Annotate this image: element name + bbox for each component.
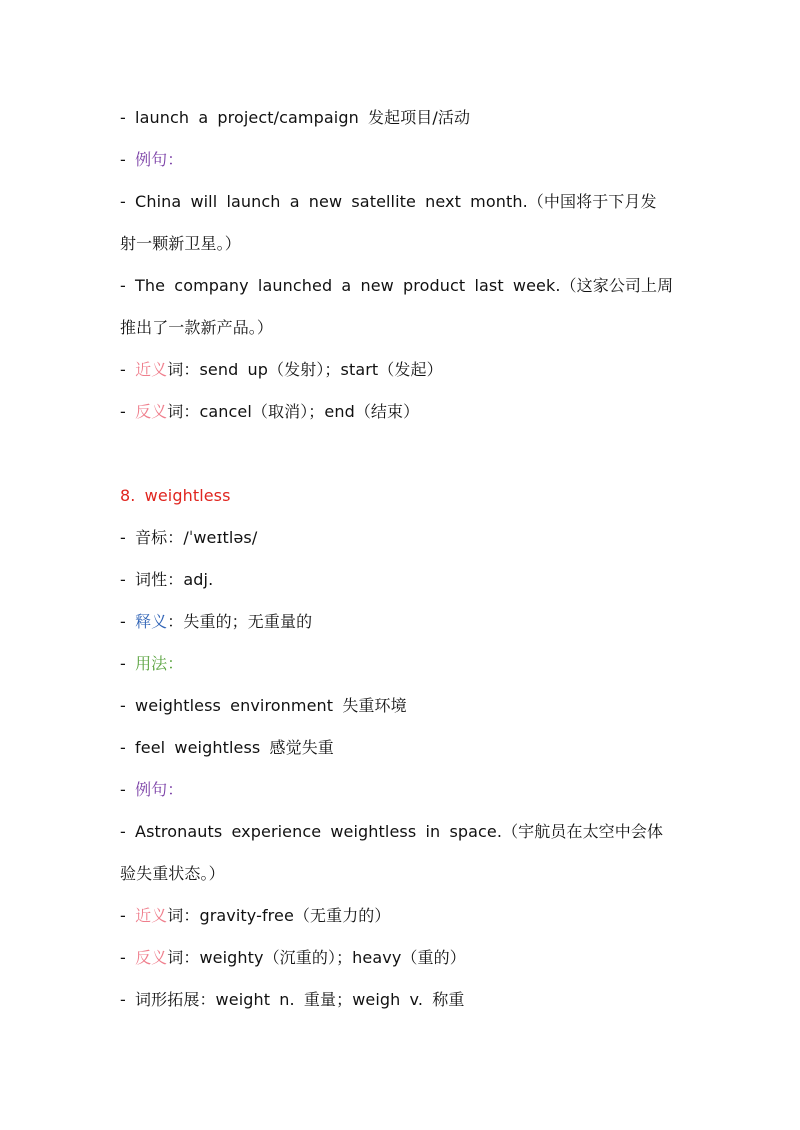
word-heading-text: 8. weightless bbox=[120, 486, 231, 505]
example-text: - Astronauts experience weightless in space.（宇航员在太空中会体 bbox=[120, 822, 664, 841]
part-of-speech-line bbox=[120, 570, 680, 590]
usage-line bbox=[120, 738, 680, 758]
antonym-line bbox=[120, 402, 680, 422]
example-line bbox=[120, 822, 680, 842]
examples-label: 例句： bbox=[135, 150, 184, 169]
word-heading bbox=[120, 486, 680, 506]
synonym-text: 词：send up（发射）；start（发起） bbox=[167, 360, 443, 379]
examples-label: 例句： bbox=[135, 780, 184, 799]
antonym-line bbox=[120, 948, 680, 968]
antonym-prefix: - bbox=[120, 402, 136, 421]
meaning-prefix: - bbox=[120, 612, 136, 631]
phonetic-line bbox=[120, 528, 680, 548]
example-text: 验失重状态。） bbox=[120, 864, 225, 883]
examples-heading-line bbox=[120, 150, 680, 170]
synonym-prefix: - bbox=[120, 360, 136, 379]
antonym-label: 反义 bbox=[135, 948, 168, 967]
example-text: - China will launch a new satellite next month.（中国将于下月发 bbox=[120, 192, 657, 211]
word-family-line bbox=[120, 990, 680, 1010]
collocation-line bbox=[120, 108, 680, 128]
example-line bbox=[120, 276, 680, 296]
examples-prefix: - bbox=[120, 780, 136, 799]
example-line bbox=[120, 234, 680, 254]
antonym-label: 反义 bbox=[135, 402, 168, 421]
antonym-prefix: - bbox=[120, 948, 136, 967]
collocation-text: - launch a project/campaign 发起项目/活动 bbox=[120, 108, 471, 127]
synonym-prefix: - bbox=[120, 906, 136, 925]
word-family-text: - 词形拓展：weight n. 重量；weigh v. 称重 bbox=[120, 990, 465, 1009]
example-line bbox=[120, 318, 680, 338]
meaning-label: 释义 bbox=[135, 612, 168, 631]
synonym-label: 近义 bbox=[135, 906, 168, 925]
usage-prefix: - bbox=[120, 654, 136, 673]
usage-heading-line bbox=[120, 654, 680, 674]
antonym-text: 词：weighty（沉重的）；heavy（重的） bbox=[167, 948, 466, 967]
synonym-line bbox=[120, 906, 680, 926]
usage-text: - feel weightless 感觉失重 bbox=[120, 738, 334, 757]
part-of-speech-text: - 词性：adj. bbox=[120, 570, 214, 589]
example-line bbox=[120, 864, 680, 884]
example-text: - The company launched a new product last week.（这家公司上周 bbox=[120, 276, 674, 295]
antonym-text: 词：cancel（取消）；end（结束） bbox=[167, 402, 420, 421]
usage-text: - weightless environment 失重环境 bbox=[120, 696, 407, 715]
examples-prefix: - bbox=[120, 150, 136, 169]
meaning-line bbox=[120, 612, 680, 632]
examples-heading-line bbox=[120, 780, 680, 800]
phonetic-text: - 音标：/ˈweɪtləs/ bbox=[120, 528, 258, 547]
synonym-line bbox=[120, 360, 680, 380]
example-text: 射一颗新卫星。） bbox=[120, 234, 241, 253]
example-line bbox=[120, 192, 680, 212]
usage-label: 用法： bbox=[135, 654, 184, 673]
meaning-text: ：失重的；无重量的 bbox=[167, 612, 313, 631]
synonym-text: 词：gravity-free（无重力的） bbox=[167, 906, 391, 925]
example-text: 推出了一款新产品。） bbox=[120, 318, 274, 337]
usage-line bbox=[120, 696, 680, 716]
synonym-label: 近义 bbox=[135, 360, 168, 379]
